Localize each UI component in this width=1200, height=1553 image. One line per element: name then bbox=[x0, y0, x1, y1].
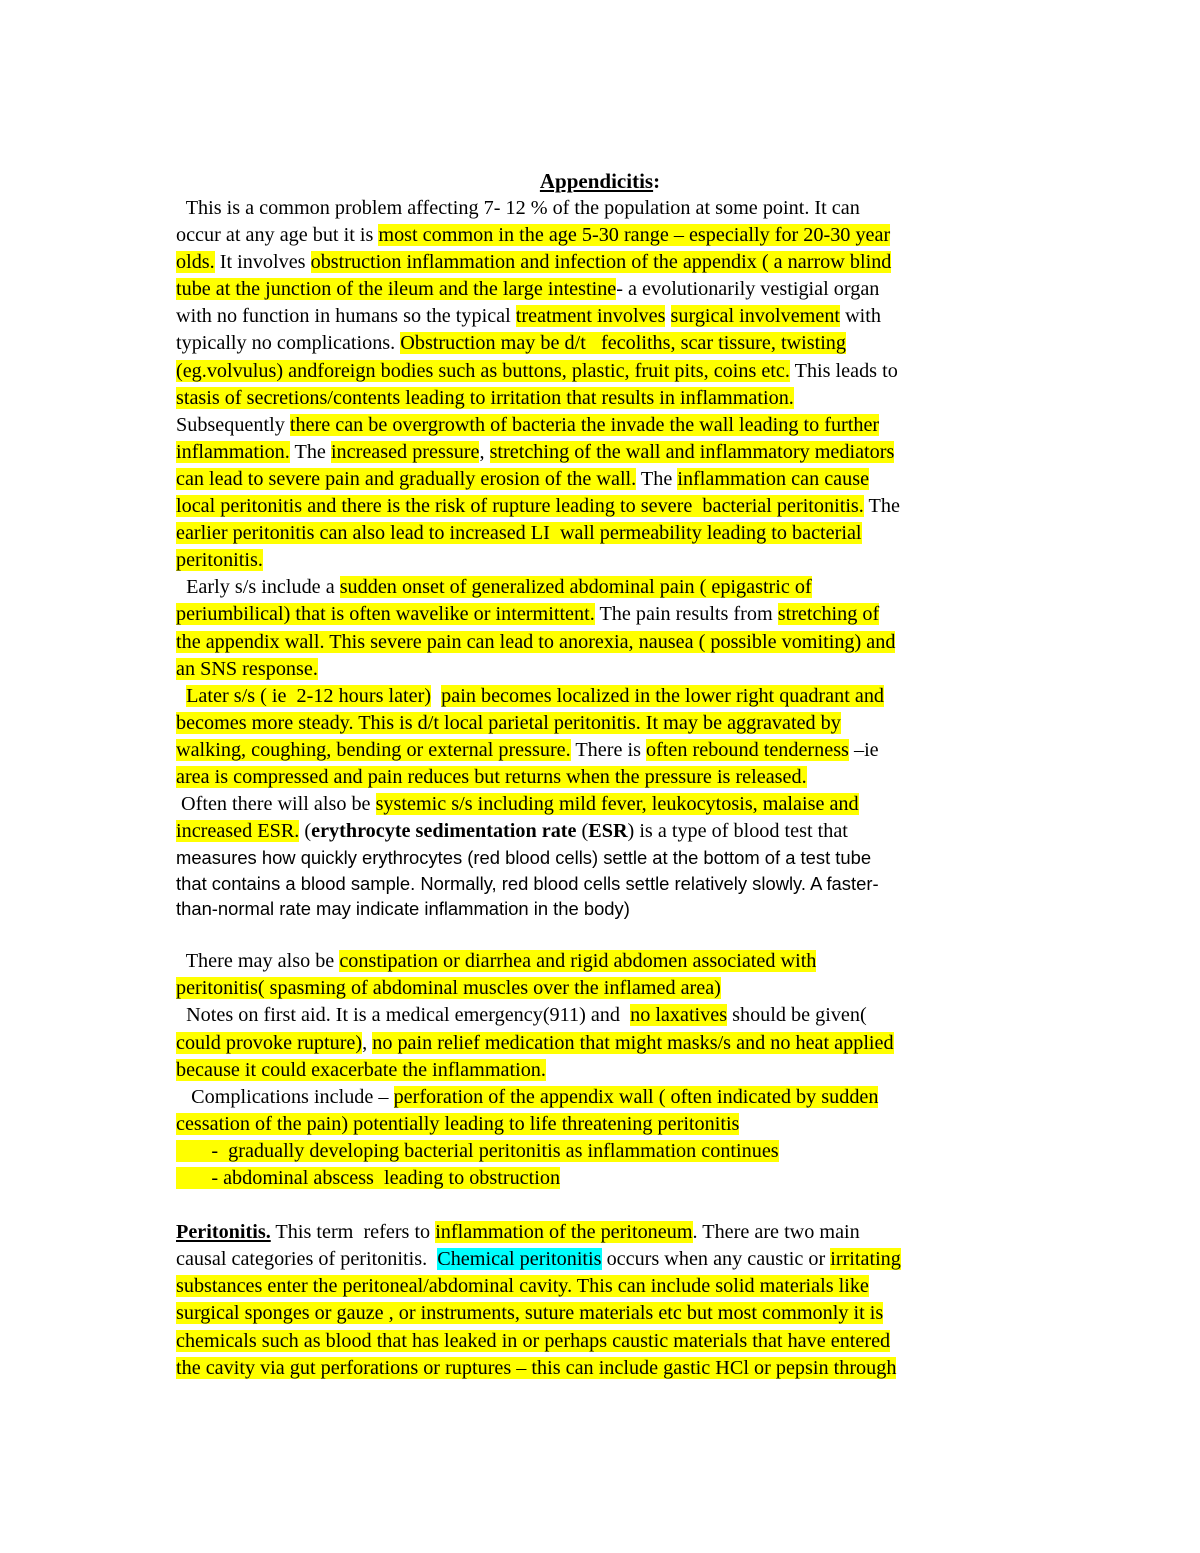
text-run: ( bbox=[576, 820, 589, 843]
text-run: The pain results from bbox=[594, 603, 778, 626]
text-line bbox=[176, 764, 1036, 791]
highlighted-text: olds. bbox=[176, 251, 215, 274]
highlighted-text: peritonitis. bbox=[176, 549, 263, 572]
highlighted-text: inflammation can cause bbox=[677, 467, 870, 490]
text-run: Subsequently bbox=[176, 413, 290, 436]
text-line bbox=[176, 1030, 1036, 1057]
text-run: that contains a blood sample. Normally, red blood cells settle relatively slowly. A faster- bbox=[176, 872, 879, 894]
highlighted-text: pain becomes localized in the lower right quadrant and bbox=[441, 684, 885, 707]
highlighted-text: systemic s/s including mild fever, leukocytosis, malaise and bbox=[375, 793, 859, 816]
highlighted-text: no laxatives bbox=[630, 1004, 728, 1027]
text-run: causal categories of peritonitis. bbox=[176, 1248, 438, 1271]
highlighted-text: stasis of secretions/contents leading to irritation that results in inflammation. bbox=[176, 386, 794, 409]
highlighted-text: no pain relief medication that might masks/s and no heat applied bbox=[372, 1031, 894, 1054]
text-run: This is a common problem affecting 7- 12 % of the population at some point. It can bbox=[176, 197, 860, 219]
text-line bbox=[176, 1300, 1036, 1327]
text-run: , bbox=[362, 1031, 373, 1054]
highlighted-text: inflammation of the peritoneum bbox=[435, 1221, 693, 1244]
text-line bbox=[176, 948, 1036, 975]
text-line bbox=[176, 1246, 1036, 1273]
highlighted-text: - abdominal abscess leading to obstruction bbox=[176, 1166, 561, 1189]
text-run: Notes on first aid. It is a medical emergency(911) and bbox=[176, 1004, 631, 1027]
text-line bbox=[176, 385, 1036, 412]
text-run: with bbox=[840, 305, 881, 328]
text-line bbox=[176, 737, 1036, 764]
highlighted-text: constipation or diarrhea and rigid abdomen associated with bbox=[339, 950, 817, 973]
highlighted-text: there can be overgrowth of bacteria the invade the wall leading to further bbox=[289, 413, 880, 436]
text-run: occurs when any caustic or bbox=[601, 1248, 831, 1271]
highlighted-text: often rebound tenderness bbox=[645, 738, 849, 761]
text-run: Complications include – bbox=[176, 1085, 394, 1108]
highlighted-text: local peritonitis and there is the risk of rupture leading to severe bacterial peritonitis. bbox=[176, 495, 864, 518]
highlighted-text: because it could exacerbate the inflammation. bbox=[176, 1058, 546, 1081]
text-line bbox=[176, 791, 1036, 818]
highlighted-text: the appendix wall. This severe pain can lead to anorexia, nausea ( possible vomiting) and bbox=[176, 630, 896, 653]
text-run: ( bbox=[299, 820, 312, 843]
section-heading: Peritonitis. bbox=[176, 1221, 271, 1244]
title-colon: : bbox=[653, 169, 661, 193]
text-line bbox=[176, 439, 1036, 466]
text-line bbox=[176, 683, 1036, 710]
highlighted-text: an SNS response. bbox=[176, 657, 318, 680]
text-line bbox=[176, 656, 1036, 683]
highlighted-text: the cavity via gut perforations or ruptures – this can include gastic HCl or pepsin through bbox=[176, 1356, 897, 1379]
text-run: The bbox=[863, 495, 900, 518]
highlighted-text: irritating bbox=[830, 1248, 901, 1271]
highlighted-text: walking, coughing, bending or external pressure. bbox=[176, 738, 571, 761]
highlighted-text: perforation of the appendix wall ( often indicated by sudden bbox=[393, 1085, 879, 1108]
text-line bbox=[176, 1138, 1036, 1165]
text-line bbox=[176, 466, 1036, 493]
highlighted-text: sudden onset of generalized abdominal pain ( epigastric of bbox=[339, 576, 812, 599]
text-run bbox=[665, 305, 670, 327]
document-body bbox=[176, 195, 1036, 1382]
highlighted-text: substances enter the peritoneal/abdominal cavity. This can include solid materials like bbox=[176, 1275, 869, 1298]
text-line bbox=[176, 1328, 1036, 1355]
text-line bbox=[176, 601, 1036, 628]
text-line bbox=[176, 629, 1036, 656]
highlighted-text: tube at the junction of the ileum and the large intestine bbox=[176, 278, 617, 301]
text-run: The bbox=[289, 440, 331, 463]
highlighted-text: treatment involves bbox=[515, 305, 666, 328]
text-run bbox=[431, 685, 441, 707]
text-line bbox=[176, 195, 1036, 222]
text-line bbox=[176, 412, 1036, 439]
highlighted-text: could provoke rupture) bbox=[176, 1031, 363, 1054]
text-line bbox=[176, 845, 1036, 870]
bold-text: erythrocyte sedimentation rate bbox=[311, 820, 577, 843]
text-line bbox=[176, 921, 1036, 948]
highlighted-text: - gradually developing bacterial peritonitis as inflammation continues bbox=[176, 1139, 779, 1162]
text-line bbox=[176, 358, 1036, 385]
text-line bbox=[176, 249, 1036, 276]
text-line bbox=[176, 493, 1036, 520]
highlighted-text: most common in the age 5-30 range – especially for 20-30 year bbox=[378, 224, 891, 247]
text-run: , bbox=[479, 440, 490, 463]
text-run: Often there will also be bbox=[176, 793, 376, 816]
highlighted-text: stretching of the wall and inflammatory mediators bbox=[489, 440, 895, 463]
text-run: . There are two main bbox=[692, 1221, 860, 1244]
text-run: This leads to bbox=[789, 359, 898, 382]
text-line bbox=[176, 1002, 1036, 1029]
text-run: –ie bbox=[848, 738, 879, 761]
highlighted-text: increased ESR. bbox=[176, 820, 300, 843]
text-line bbox=[176, 1219, 1036, 1246]
highlighted-text: inflammation. bbox=[176, 440, 290, 463]
highlighted-text: obstruction inflammation and infection of the appendix ( a narrow blind bbox=[310, 251, 892, 274]
text-run: measures how quickly erythrocytes (red blood cells) settle at the bottom of a test tube bbox=[176, 847, 872, 869]
text-line bbox=[176, 222, 1036, 249]
text-line bbox=[176, 574, 1036, 601]
text-line bbox=[176, 1192, 1036, 1219]
highlighted-text: chemicals such as blood that has leaked in or perhaps caustic materials that have entered bbox=[176, 1329, 891, 1352]
text-run: There may also be bbox=[176, 950, 340, 973]
highlighted-text: cessation of the pain) potentially leading to life threatening peritonitis bbox=[176, 1112, 740, 1135]
text-line bbox=[176, 520, 1036, 547]
text-line bbox=[176, 1355, 1036, 1382]
text-run bbox=[176, 685, 186, 707]
text-line bbox=[176, 547, 1036, 574]
text-run: Early s/s include a bbox=[176, 576, 340, 599]
title-word: Appendicitis bbox=[539, 169, 654, 193]
page-title bbox=[0, 168, 1200, 195]
text-run: This term refers to bbox=[270, 1221, 436, 1244]
highlighted-text: can lead to severe pain and gradually erosion of the wall. bbox=[176, 467, 637, 490]
text-line bbox=[176, 710, 1036, 737]
highlighted-text: periumbilical) that is often wavelike or intermittent. bbox=[176, 603, 595, 626]
bold-text: ESR bbox=[588, 820, 628, 843]
text-run: occur at any age but it is bbox=[176, 224, 379, 247]
highlighted-text: (eg.volvulus) andforeign bodies such as buttons, plastic, fruit pits, coins etc. bbox=[176, 359, 790, 382]
text-line bbox=[176, 1273, 1036, 1300]
text-line bbox=[176, 871, 1036, 896]
highlighted-text: earlier peritonitis can also lead to increased LI wall permeability leading to bacterial bbox=[176, 522, 862, 545]
text-line bbox=[176, 330, 1036, 357]
text-line bbox=[176, 1057, 1036, 1084]
text-run: It involves bbox=[214, 251, 311, 274]
highlighted-text: peritonitis( spasming of abdominal muscles over the inflamed area) bbox=[176, 977, 721, 1000]
text-run: ) is a type of blood test that bbox=[627, 820, 848, 843]
text-run: than-normal rate may indicate inflammation in the body) bbox=[176, 897, 630, 919]
text-line bbox=[176, 276, 1036, 303]
text-line bbox=[176, 1111, 1036, 1138]
text-run: - a evolutionarily vestigial organ bbox=[616, 278, 880, 301]
text-run: typically no complications. bbox=[176, 332, 401, 355]
highlighted-text: surgical involvement bbox=[670, 305, 841, 328]
text-line bbox=[176, 303, 1036, 330]
text-line bbox=[176, 975, 1036, 1002]
text-line bbox=[176, 1084, 1036, 1111]
highlighted-text: increased pressure bbox=[330, 440, 480, 463]
text-line bbox=[176, 818, 1036, 845]
highlighted-text-cyan: Chemical peritonitis bbox=[437, 1248, 602, 1271]
highlighted-text: Later s/s ( ie 2-12 hours later) bbox=[186, 684, 432, 707]
text-line bbox=[176, 896, 1036, 921]
text-run: There is bbox=[570, 738, 646, 761]
highlighted-text: Obstruction may be d/t fecoliths, scar tissure, twisting bbox=[400, 332, 846, 355]
text-run: The bbox=[636, 467, 678, 490]
highlighted-text: area is compressed and pain reduces but returns when the pressure is released. bbox=[176, 765, 807, 788]
text-run: with no function in humans so the typical bbox=[176, 305, 516, 328]
highlighted-text: becomes more steady. This is d/t local parietal peritonitis. It may be aggravated by bbox=[176, 711, 841, 734]
text-run: should be given( bbox=[727, 1004, 867, 1027]
highlighted-text: stretching of bbox=[777, 603, 880, 626]
text-line bbox=[176, 1165, 1036, 1192]
highlighted-text: surgical sponges or gauze , or instruments, suture materials etc but most commonly it is bbox=[176, 1302, 884, 1325]
